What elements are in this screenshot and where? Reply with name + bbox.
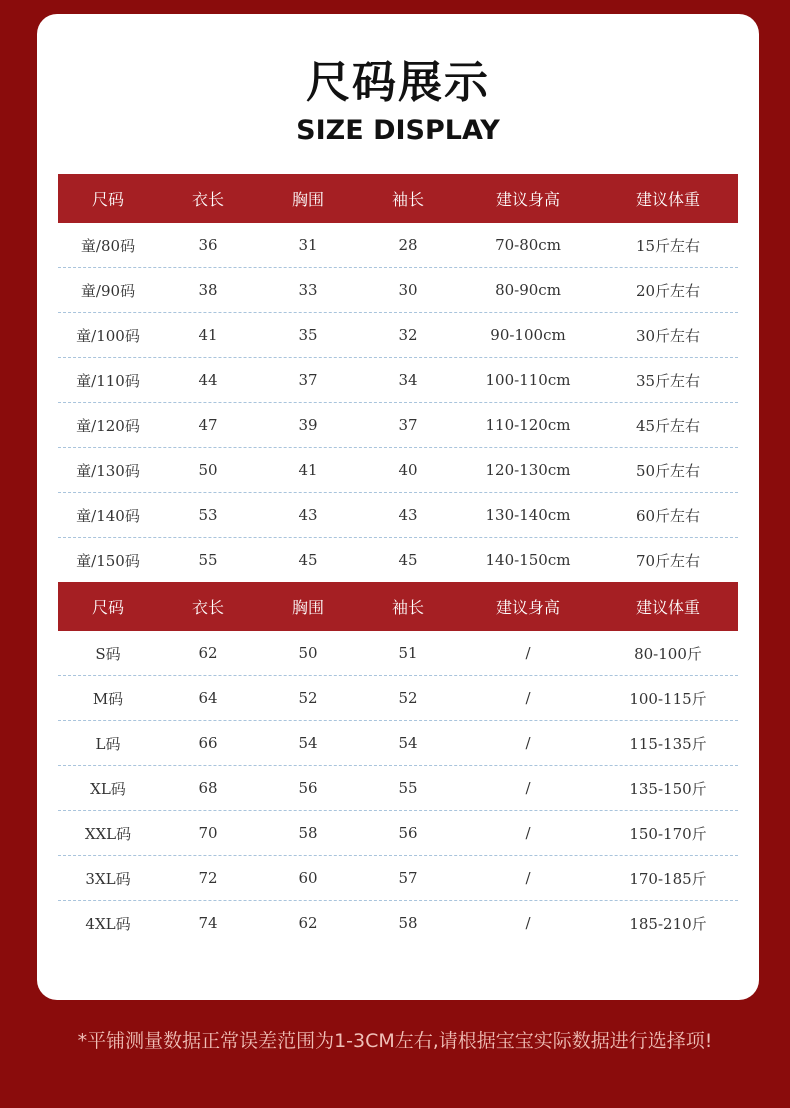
- cell-height: /: [525, 869, 531, 887]
- cell-length: 64: [198, 689, 218, 707]
- title-chinese: 尺码展示: [306, 57, 490, 108]
- measurement-note: *平铺测量数据正常误差范围为1-3CM左右,请根据宝宝实际数据进行选择项!: [77, 1030, 713, 1052]
- cell-length: 50: [198, 461, 218, 479]
- cell-height: /: [525, 689, 531, 707]
- cell-length: 62: [198, 644, 218, 662]
- kids-header-row: [58, 174, 738, 223]
- cell-size: 童/100码: [76, 326, 140, 345]
- cell-size: XXL码: [84, 824, 132, 843]
- cell-weight: 15斤左右: [635, 236, 701, 255]
- cell-weight: 35斤左右: [635, 371, 701, 390]
- cell-height: 80-90cm: [495, 281, 561, 299]
- cell-height: 90-100cm: [490, 326, 566, 344]
- cell-height: /: [525, 734, 531, 752]
- cell-weight: 20斤左右: [635, 281, 701, 300]
- cell-chest: 43: [298, 506, 318, 524]
- cell-length: 55: [198, 551, 218, 569]
- cell-sleeve: 52: [398, 689, 418, 707]
- cell-height: /: [525, 824, 531, 842]
- cell-weight: 30斤左右: [635, 326, 701, 345]
- cell-weight: 115-135斤: [629, 734, 707, 753]
- table-row: [58, 358, 738, 403]
- cell-length: 72: [198, 869, 218, 887]
- cell-size: 童/150码: [76, 551, 140, 570]
- cell-size: L码: [95, 734, 121, 753]
- cell-weight: 100-115斤: [629, 689, 707, 708]
- cell-height: 70-80cm: [495, 236, 561, 254]
- cell-weight: 70斤左右: [635, 551, 701, 570]
- cell-weight: 60斤左右: [635, 506, 701, 525]
- header-size: 尺码: [91, 190, 124, 209]
- cell-size: XL码: [90, 779, 126, 798]
- cell-size: 童/80码: [80, 236, 136, 255]
- header-weight: 建议体重: [635, 190, 700, 209]
- cell-chest: 35: [298, 326, 318, 344]
- cell-chest: 52: [298, 689, 318, 707]
- size-table: [58, 174, 738, 945]
- cell-weight: 185-210斤: [629, 914, 707, 933]
- cell-sleeve: 34: [398, 371, 418, 389]
- cell-sleeve: 40: [398, 461, 418, 479]
- header-chest: 胸围: [291, 190, 324, 209]
- table-row: [58, 268, 738, 313]
- cell-sleeve: 57: [398, 869, 418, 887]
- cell-height: 120-130cm: [485, 461, 571, 479]
- cell-chest: 33: [298, 281, 318, 299]
- cell-weight: 150-170斤: [629, 824, 707, 843]
- cell-chest: 45: [298, 551, 318, 569]
- table-row: [58, 313, 738, 358]
- cell-size: 童/140码: [76, 506, 140, 525]
- cell-sleeve: 32: [398, 326, 418, 344]
- cell-height: 100-110cm: [485, 371, 571, 389]
- cell-height: 110-120cm: [485, 416, 571, 434]
- header-sleeve: 袖长: [391, 190, 424, 209]
- cell-chest: 31: [298, 236, 318, 254]
- cell-height: /: [525, 779, 531, 797]
- table-row: [58, 766, 738, 811]
- cell-chest: 39: [298, 416, 318, 434]
- cell-weight: 135-150斤: [629, 779, 707, 798]
- cell-length: 53: [198, 506, 218, 524]
- cell-sleeve: 55: [398, 779, 418, 797]
- table-row: [58, 901, 738, 945]
- cell-sleeve: 28: [398, 236, 418, 254]
- cell-sleeve: 37: [398, 416, 418, 434]
- cell-height: /: [525, 914, 531, 932]
- cell-length: 41: [198, 326, 218, 344]
- header-height: 建议身高: [495, 598, 560, 617]
- cell-size: S码: [95, 644, 121, 663]
- cell-height: 140-150cm: [485, 551, 571, 569]
- cell-length: 47: [198, 416, 218, 434]
- cell-length: 70: [198, 824, 218, 842]
- cell-sleeve: 51: [398, 644, 418, 662]
- cell-sleeve: 54: [398, 734, 418, 752]
- header-chest: 胸围: [291, 598, 324, 617]
- cell-weight: 80-100斤: [634, 644, 702, 663]
- cell-sleeve: 45: [398, 551, 418, 569]
- header-length: 衣长: [191, 598, 224, 617]
- cell-size: 4XL码: [85, 914, 131, 933]
- table-row: [58, 676, 738, 721]
- header-weight: 建议体重: [635, 598, 700, 617]
- table-row: [58, 856, 738, 901]
- table-row: [58, 223, 738, 268]
- cell-length: 44: [198, 371, 218, 389]
- table-row: [58, 721, 738, 766]
- cell-height: 130-140cm: [485, 506, 571, 524]
- cell-sleeve: 56: [398, 824, 418, 842]
- cell-sleeve: 58: [398, 914, 418, 932]
- table-row: [58, 538, 738, 582]
- cell-size: M码: [92, 689, 124, 708]
- table-row: [58, 811, 738, 856]
- table-row: [58, 403, 738, 448]
- cell-weight: 50斤左右: [635, 461, 701, 480]
- header-size: 尺码: [91, 598, 124, 617]
- cell-chest: 58: [298, 824, 318, 842]
- cell-chest: 37: [298, 371, 318, 389]
- cell-length: 38: [198, 281, 218, 299]
- header-height: 建议身高: [495, 190, 560, 209]
- cell-sleeve: 43: [398, 506, 418, 524]
- header-length: 衣长: [191, 190, 224, 209]
- cell-weight: 45斤左右: [635, 416, 701, 435]
- cell-length: 68: [198, 779, 218, 797]
- cell-length: 74: [198, 914, 218, 932]
- table-row: [58, 631, 738, 676]
- title-english: SIZE DISPLAY: [296, 115, 500, 146]
- cell-weight: 170-185斤: [629, 869, 707, 888]
- cell-sleeve: 30: [398, 281, 418, 299]
- header-sleeve: 袖长: [391, 598, 424, 617]
- cell-height: /: [525, 644, 531, 662]
- cell-size: 童/120码: [76, 416, 140, 435]
- cell-length: 66: [198, 734, 218, 752]
- cell-length: 36: [198, 236, 218, 254]
- cell-size: 3XL码: [85, 869, 131, 888]
- table-row: [58, 448, 738, 493]
- cell-chest: 56: [298, 779, 318, 797]
- cell-chest: 50: [298, 644, 318, 662]
- cell-size: 童/130码: [76, 461, 140, 480]
- cell-size: 童/110码: [76, 371, 140, 390]
- cell-chest: 60: [298, 869, 318, 887]
- cell-chest: 62: [298, 914, 318, 932]
- table-row: [58, 493, 738, 538]
- cell-size: 童/90码: [80, 281, 136, 300]
- size-chart-card: [37, 14, 759, 1000]
- cell-chest: 41: [298, 461, 318, 479]
- adult-header-row: [58, 582, 738, 631]
- cell-chest: 54: [298, 734, 318, 752]
